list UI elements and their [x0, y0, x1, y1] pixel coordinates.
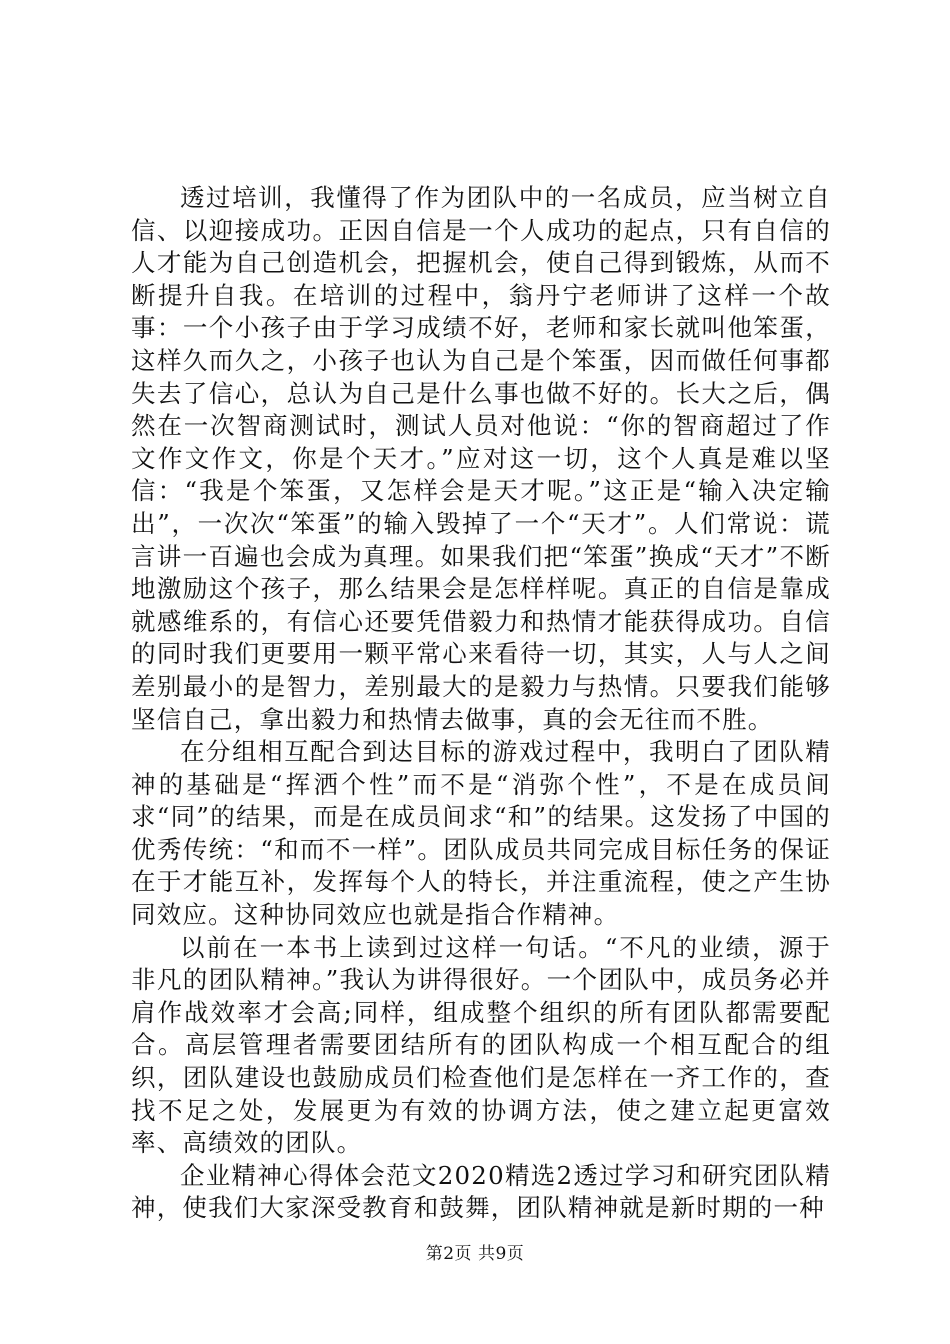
paragraph-team-spirit-basis: 在分组相互配合到达目标的游戏过程中，我明白了团队精神的基础是“挥洒个性”而不是“消弥个性”，不是在成员间求“同”的结果，而是在成员间求“和”的结果。这发扬了中国的优秀传统：“和而不一样”。团队成员共同完成目标任务的保证在于才能互补，发挥每个人的特长，并注重流程，使之产生协同效应。这种协同效应也就是指合作精神。	[131, 737, 831, 930]
paragraph-sample-essay-2: 企业精神心得体会范文2020精选2透过学习和研究团队精神，使我们大家深受教育和鼓舞，团队精神就是新时期的一种	[131, 1160, 831, 1223]
page-footer: 第2页 共9页	[425, 1244, 525, 1264]
body-text	[131, 182, 831, 1225]
paragraph-confidence: 透过培训，我懂得了作为团队中的一名成员，应当树立自信、以迎接成功。正因自信是一个人成功的起点，只有自信的人才能为自己创造机会，把握机会，使自己得到锻炼，从而不断提升自我。在培训的过程中，翁丹宁老师讲了这样一个故事：一个小孩子由于学习成绩不好，老师和家长就叫他笨蛋，这样久而久之，小孩子也认为自己是个笨蛋，因而做任何事都失去了信心，总认为自己是什么事也做不好的。长大之后，偶然在一次智商测试时，测试人员对他说：“你的智商超过了作文作文作文，你是个天才。”应对这一切，这个人真是难以坚信：“我是个笨蛋，又怎样会是天才呢。”这正是“输入决定输出”，一次次“笨蛋”的输入毁掉了一个“天才”。人们常说：谎言讲一百遍也会成为真理。如果我们把“笨蛋”换成“天才”不断地激励这个孩子，那么结果会是怎样样呢。真正的自信是靠成就感维系的，有信心还要凭借毅力和热情才能获得成功。自信的同时我们更要用一颗平常心来看待一切，其实，人与人之间差别最小的是智力，差别最大的是毅力与热情。只要我们能够坚信自己，拿出毅力和热情去做事，真的会无往而不胜。	[131, 183, 831, 734]
paragraph-extraordinary-performance: 以前在一本书上读到过这样一句话。“不凡的业绩，源于非凡的团队精神。”我认为讲得很好。一个团队中，成员务必并肩作战效率才会高;同样，组成整个组织的所有团队都需要配合。高层管理者需要团结所有的团队构成一个相互配合的组织，团队建设也鼓励成员们检查他们是怎样在一齐工作的，查找不足之处，发展更为有效的协调方法，使之建立起更富效率、高绩效的团队。	[131, 932, 831, 1158]
